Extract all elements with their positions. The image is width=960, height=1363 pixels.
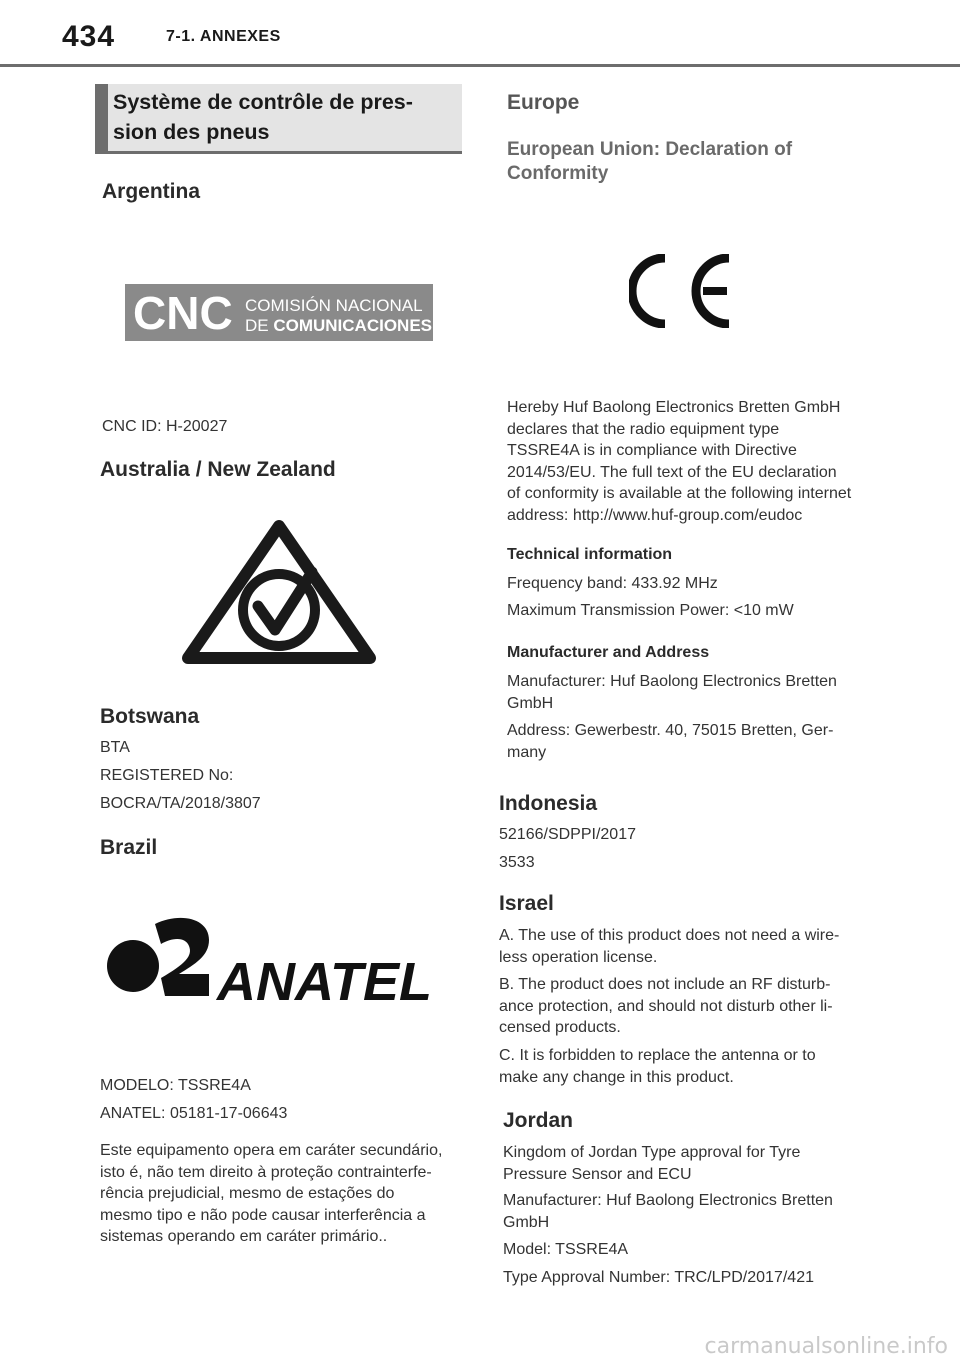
header-rule xyxy=(0,64,960,67)
technical-info-heading: Technical information xyxy=(507,546,673,563)
cnc-id: CNC ID: H-20027 xyxy=(102,418,228,435)
eu-declaration-paragraph: Hereby Huf Baolong Electronics Bretten GmbH declares that the radio equipment type TSSRE4A is in compliance with Directive 2014/53/EU. The full text of the EU declaration of conformity is available at the following internet address: http://www.huf-group.com/eudoc xyxy=(507,399,852,524)
israel-paragraph-a: A. The use of this product does not need a wire- less operation license. xyxy=(499,927,840,966)
brazil-paragraph: Este equipamento opera em caráter secundário, isto é, não tem direito à proteção contrainterfe- rência prejudicial, mesmo de estações do mesmo tipo e não pode causar interferência a sistemas operando em caráter primário.. xyxy=(100,1142,443,1245)
frequency-band: Frequency band: 433.92 MHz xyxy=(507,575,718,592)
brazil-heading: Brazil xyxy=(100,836,158,859)
section-title: Système de contrôle de pres- sion des pneus xyxy=(113,90,413,144)
israel-paragraph-b: B. The product does not include an RF disturb- ance protection, and should not disturb other li- censed products. xyxy=(499,976,833,1036)
cnc-logo-big-text: CNC xyxy=(133,287,233,339)
cnc-logo-line1: COMISIÓN NACIONAL xyxy=(245,296,423,315)
europe-heading: Europe xyxy=(507,91,580,114)
rcm-compliance-mark-icon xyxy=(180,518,378,666)
indonesia-line: 52166/SDPPI/2017 xyxy=(499,826,636,843)
eu-address: Address: Gewerbestr. 40, 75015 Bretten, Ger- many xyxy=(507,722,834,761)
cnc-logo-graphic xyxy=(125,284,433,341)
jordan-paragraph-2: Manufacturer: Huf Baolong Electronics Bretten GmbH xyxy=(503,1192,833,1231)
section-title-box xyxy=(95,84,462,154)
running-head: 7-1. ANNEXES xyxy=(166,28,281,45)
australia-heading: Australia / New Zealand xyxy=(100,458,336,481)
jordan-model: Model: TSSRE4A xyxy=(503,1241,629,1258)
eu-declaration-subheading: European Union: Declaration of Conformity xyxy=(507,139,793,184)
anatel-logo-text: ANATEL xyxy=(217,952,432,1004)
indonesia-heading: Indonesia xyxy=(499,792,598,815)
transmission-power: Maximum Transmission Power: <10 mW xyxy=(507,602,794,619)
jordan-approval-number: Type Approval Number: TRC/LPD/2017/421 xyxy=(503,1269,814,1286)
israel-heading: Israel xyxy=(499,892,554,915)
brazil-line: MODELO: TSSRE4A xyxy=(100,1077,251,1094)
botswana-line: REGISTERED No: xyxy=(100,767,234,784)
page-number: 434 xyxy=(62,20,116,53)
jordan-heading: Jordan xyxy=(503,1109,574,1132)
cnc-logo-line2: DE COMUNICACIONES xyxy=(245,316,433,335)
botswana-heading: Botswana xyxy=(100,705,200,728)
israel-paragraph-c: C. It is forbidden to replace the antenna or to make any change in this product. xyxy=(499,1047,816,1086)
botswana-line: BTA xyxy=(100,739,130,756)
cnc-logo xyxy=(125,284,433,341)
indonesia-line: 3533 xyxy=(499,854,535,871)
manufacturer-heading: Manufacturer and Address xyxy=(507,644,710,661)
argentina-heading: Argentina xyxy=(102,180,201,203)
brazil-line: ANATEL: 05181-17-06643 xyxy=(100,1105,288,1122)
jordan-paragraph-1: Kingdom of Jordan Type approval for Tyre Pressure Sensor and ECU xyxy=(503,1144,801,1183)
anatel-logo xyxy=(105,912,445,1004)
ce-mark-icon xyxy=(629,254,733,328)
botswana-line: BOCRA/TA/2018/3807 xyxy=(100,795,261,812)
eu-manufacturer: Manufacturer: Huf Baolong Electronics Bretten GmbH xyxy=(507,673,837,712)
footer-watermark: carmanualsonline.info xyxy=(704,1334,948,1359)
